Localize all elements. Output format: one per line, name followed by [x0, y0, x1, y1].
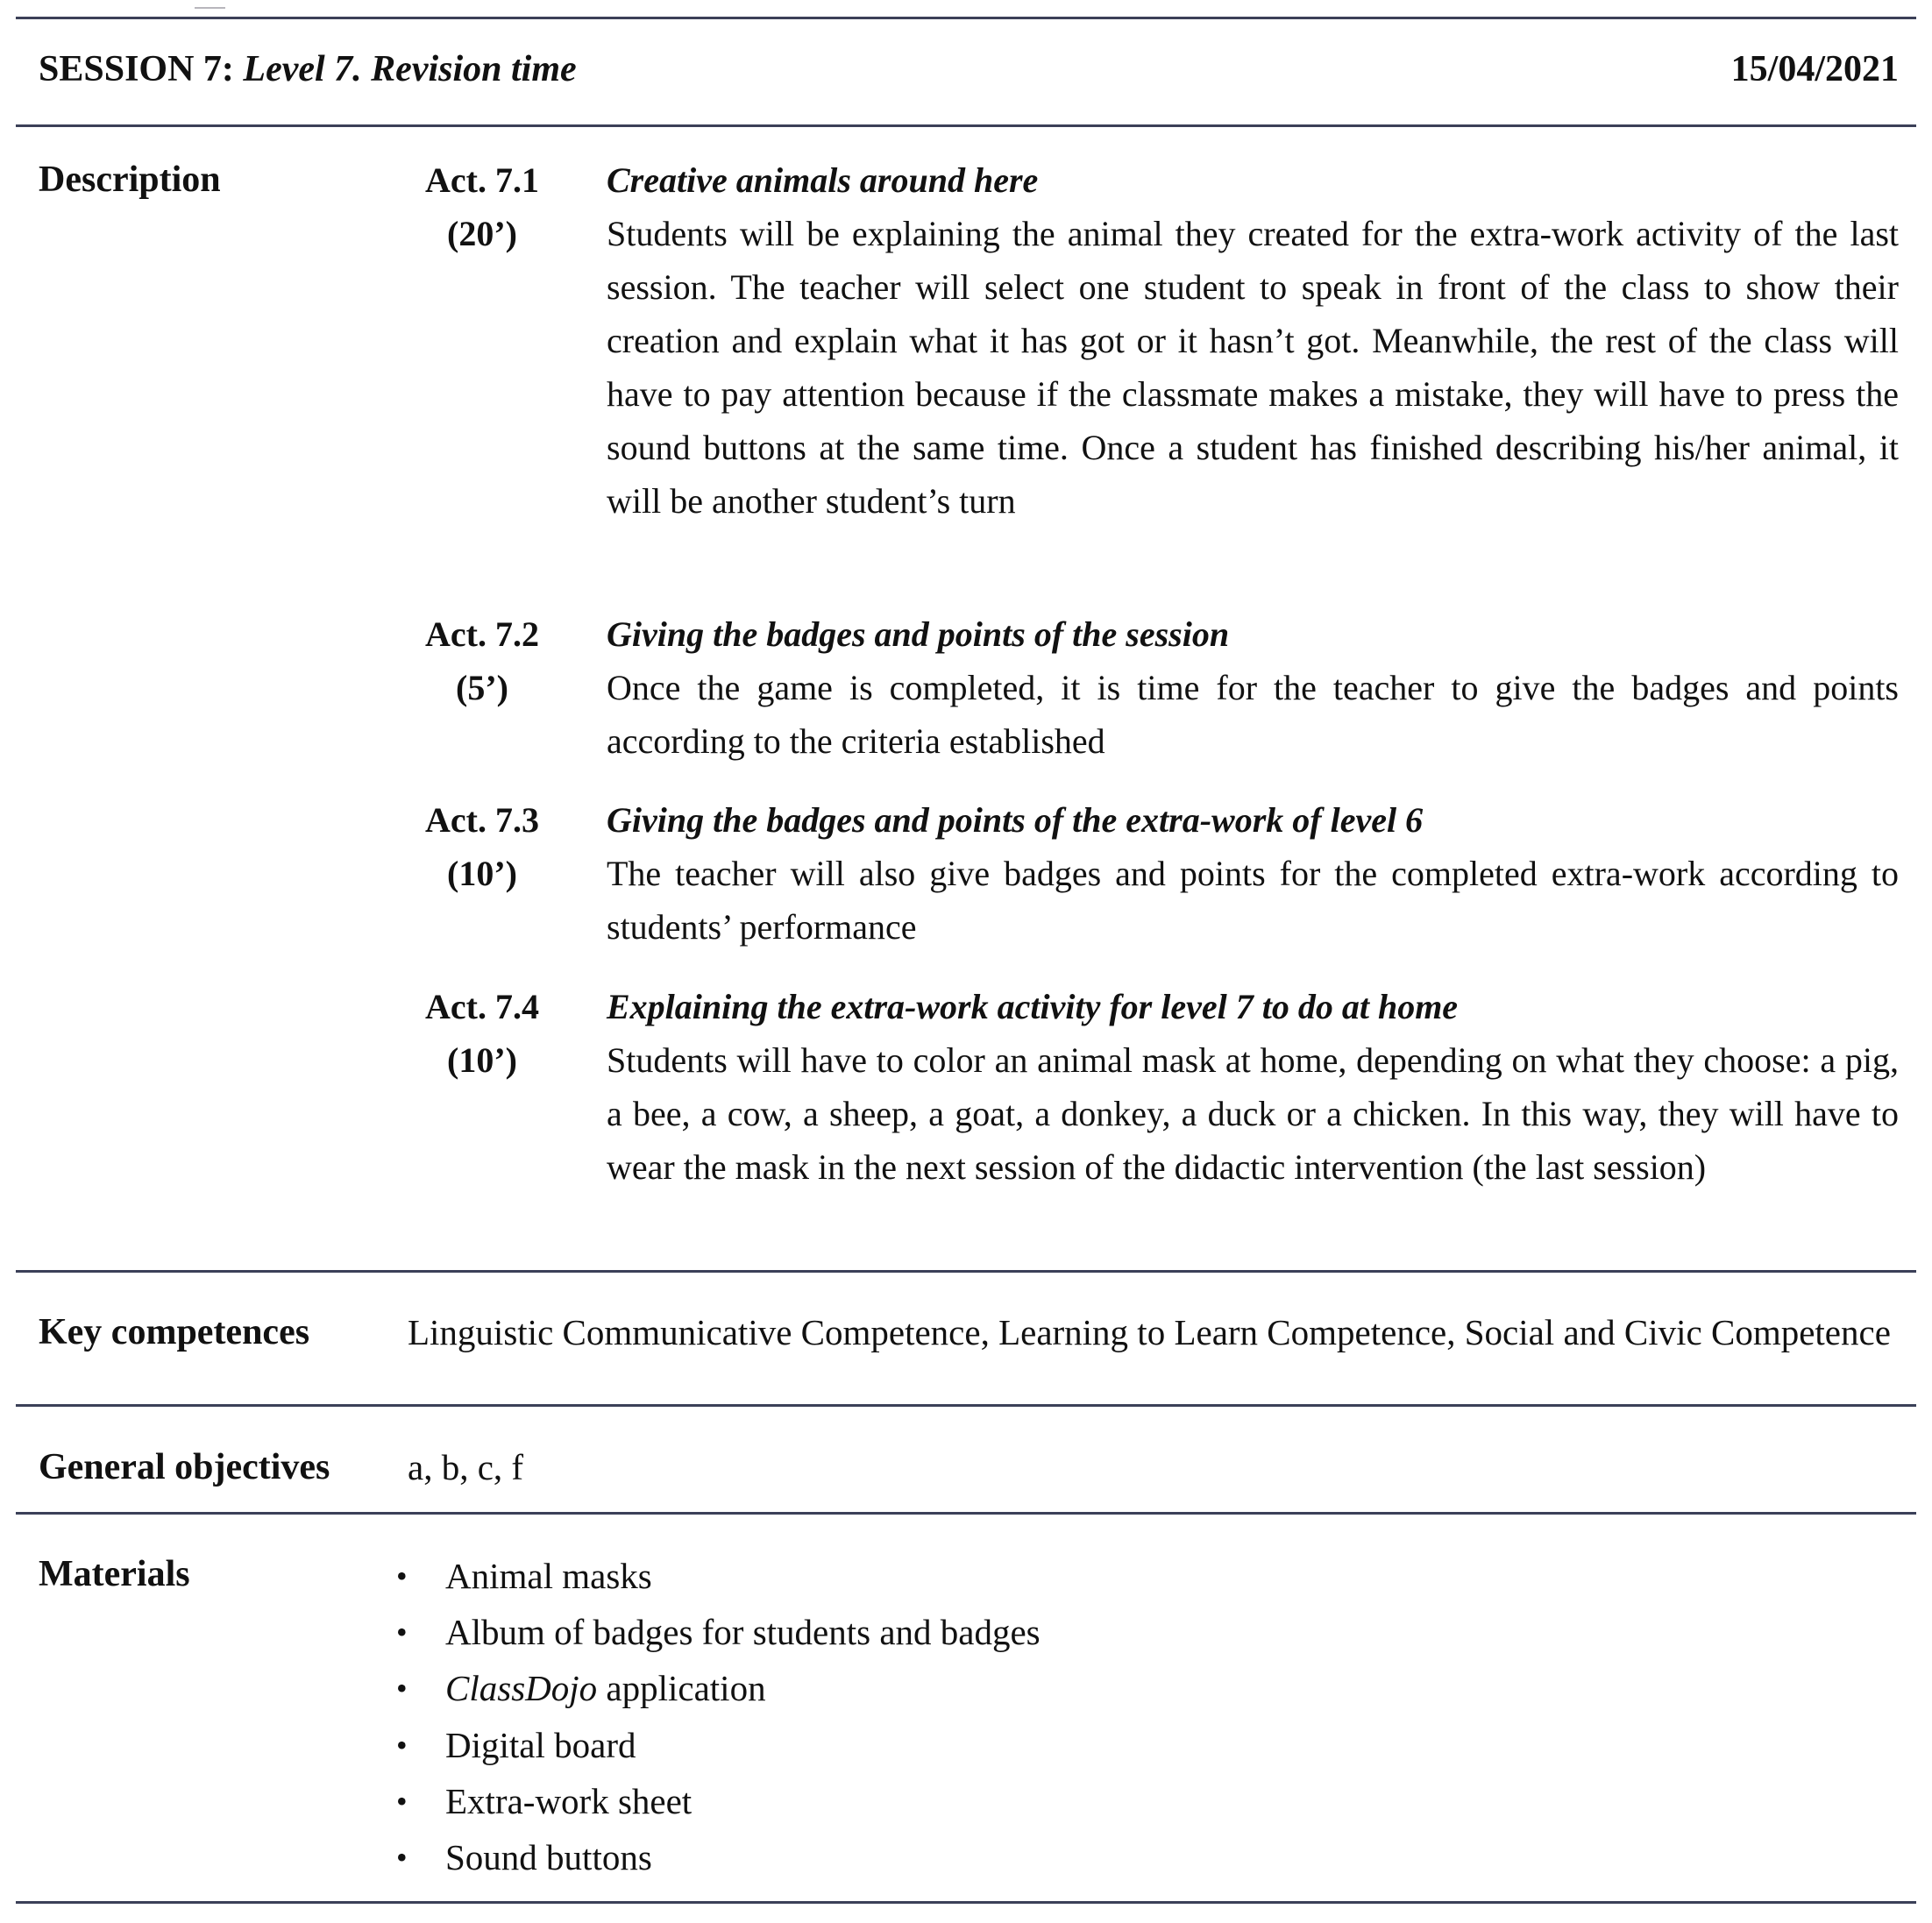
materials-item [394, 1773, 1041, 1829]
activity-block [607, 980, 1899, 1194]
session-heading [39, 47, 577, 91]
materials-item [394, 1829, 1041, 1885]
activity-number: Act. 7.3 [425, 800, 539, 840]
bullet-icon: • [396, 1671, 408, 1707]
materials-item-text: Extra-work sheet [445, 1780, 693, 1821]
activity-duration: (10’) [447, 1040, 517, 1080]
activity-title: Creative animals around here [607, 160, 1039, 200]
activity-title: Giving the badges and points of the extra-work of level 6 [607, 800, 1424, 840]
materials-item [394, 1604, 1041, 1660]
activity-block [607, 607, 1899, 768]
bullet-icon: • [396, 1783, 408, 1819]
activity-number: Act. 7.4 [425, 987, 539, 1026]
materials-item [394, 1548, 1041, 1604]
activity-title: Giving the badges and points of the session [607, 614, 1230, 654]
general-objectives-label: General objectives [39, 1447, 330, 1487]
activity-text: Students will have to color an animal mask at home, depending on what they choose: a pig, a bee, a cow, a sheep, a goat, a donkey, a duck or a chicken. In this way, they will have to wear the mask in the next session of the didactic intervention (the last session) [607, 1040, 1899, 1187]
materials-label: Materials [39, 1554, 190, 1594]
key-competences-label: Key competences [39, 1312, 310, 1352]
materials-list [394, 1548, 1041, 1885]
activity-id [403, 980, 561, 1087]
activity-duration: (20’) [447, 214, 517, 253]
materials-item-text: Animal masks [445, 1556, 652, 1596]
general-objectives-text: a, b, c, f [408, 1447, 524, 1487]
session-title: Level 7. Revision time [243, 49, 577, 89]
bullet-icon: • [396, 1614, 408, 1650]
activity-number: Act. 7.1 [425, 160, 539, 200]
bullet-icon: • [396, 1558, 408, 1593]
activity-duration: (5’) [456, 668, 508, 707]
materials-item-text: Album of badges for students and badges [445, 1612, 1041, 1653]
activity-block [607, 793, 1899, 954]
activity-id [403, 607, 561, 714]
activity-number: Act. 7.2 [425, 614, 539, 654]
materials-item-text: Digital board [445, 1724, 636, 1765]
activity-id [403, 153, 561, 260]
table-bottom-rule [16, 1901, 1916, 1904]
materials-item-text: Sound buttons [445, 1837, 652, 1878]
activity-block [607, 153, 1899, 528]
activity-text: Once the game is completed, it is time for the teacher to give the badges and points according to the criteria established [607, 668, 1899, 761]
session-label: SESSION 7: [39, 49, 234, 89]
bullet-icon: • [396, 1727, 408, 1763]
description-bottom-rule [16, 1270, 1916, 1273]
materials-item-italic: ClassDojo [445, 1668, 598, 1709]
activity-text: The teacher will also give badges and points for the completed extra-work according to students’ performance [607, 854, 1899, 947]
activity-id [403, 793, 561, 900]
materials-item-text: application [597, 1668, 766, 1709]
activity-title: Explaining the extra-work activity for level 7 to do at home [607, 987, 1459, 1026]
session-date: 15/04/2021 [1730, 49, 1899, 89]
materials-item [394, 1660, 1041, 1716]
general-objectives-bottom-rule [16, 1512, 1916, 1515]
scan-artifact-mark [195, 7, 225, 9]
activity-text: Students will be explaining the animal they created for the extra-work activity of the last session. The teacher will select one student to speak in front of the class to show their creation and explain what it has got or it hasn’t got. Meanwhile, the rest of the class will have to pay attention because if the classmate makes a mistake, they will have to press the sound buttons at the same time. Once a student has finished describing his/her animal, it will be another student’s turn [607, 214, 1899, 521]
materials-item [394, 1717, 1041, 1773]
table-top-rule [16, 17, 1916, 19]
key-competences-bottom-rule [16, 1404, 1916, 1407]
bullet-icon: • [396, 1840, 408, 1876]
activity-duration: (10’) [447, 854, 517, 893]
description-label: Description [39, 160, 221, 200]
header-bottom-rule [16, 124, 1916, 127]
key-competences-text: Linguistic Communicative Competence, Learning to Learn Competence, Social and Civic Competence [408, 1312, 1891, 1352]
